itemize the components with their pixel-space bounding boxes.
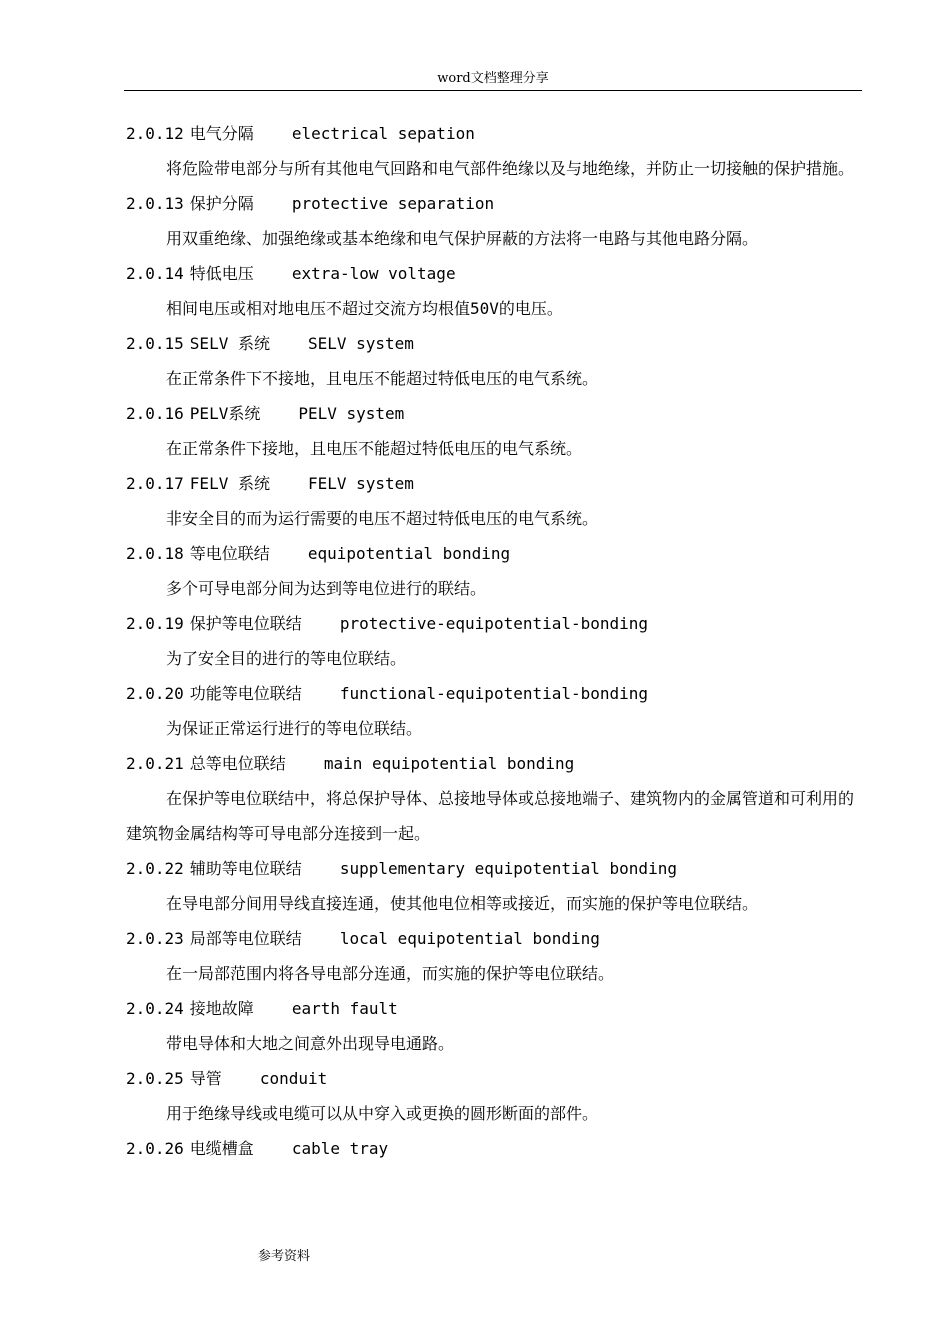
term-chinese: 接地故障 <box>189 999 254 1018</box>
term-number: 2.0.24 <box>126 999 184 1018</box>
term-english: local equipotential bonding <box>339 929 600 948</box>
term-heading <box>126 851 866 886</box>
term-english: functional-equipotential-bonding <box>339 684 649 703</box>
term-chinese: 功能等电位联结 <box>189 684 302 703</box>
term-english: cable tray <box>291 1139 389 1158</box>
term-chinese: PELV系统 <box>189 404 261 423</box>
term-english: electrical sepation <box>291 124 475 143</box>
term-definition: 用双重绝缘、加强绝缘或基本绝缘和电气保护屏蔽的方法将一电路与其他电路分隔。 <box>166 229 759 248</box>
term-definition: 用于绝缘导线或电缆可以从中穿入或更换的圆形断面的部件。 <box>166 1104 599 1123</box>
term-number: 2.0.21 <box>126 754 184 773</box>
term-chinese: FELV 系统 <box>189 474 270 493</box>
term-heading <box>126 1131 866 1166</box>
term-heading <box>126 921 866 956</box>
term-english: earth fault <box>291 999 398 1018</box>
term-definition: 在正常条件下不接地，且电压不能超过特低电压的电气系统。 <box>166 369 599 388</box>
term-heading <box>126 186 866 221</box>
term-heading <box>126 396 866 431</box>
term-heading <box>126 991 866 1026</box>
term-definition: 非安全目的而为运行需要的电压不超过特低电压的电气系统。 <box>166 509 599 528</box>
term-definition: 相间电压或相对地电压不超过交流方均根值50V的电压。 <box>166 299 563 318</box>
page-footer: 参考资料 <box>258 1249 311 1264</box>
term-chinese: 辅助等电位联结 <box>189 859 302 878</box>
term-number: 2.0.23 <box>126 929 184 948</box>
term-number: 2.0.26 <box>126 1139 184 1158</box>
term-chinese: 保护等电位联结 <box>189 614 302 633</box>
term-number: 2.0.13 <box>126 194 184 213</box>
page-header: word文档整理分享 <box>124 70 862 91</box>
term-chinese: 总等电位联结 <box>189 754 286 773</box>
term-english: FELV system <box>307 474 414 493</box>
term-number: 2.0.12 <box>126 124 184 143</box>
term-chinese: 电气分隔 <box>189 124 254 143</box>
term-english: protective-equipotential-bonding <box>339 614 649 633</box>
term-english: conduit <box>259 1069 328 1088</box>
term-number: 2.0.15 <box>126 334 184 353</box>
term-definition: 在一局部范围内将各导电部分连通，而实施的保护等电位联结。 <box>166 964 615 983</box>
term-chinese: SELV 系统 <box>189 334 270 353</box>
term-chinese: 电缆槽盒 <box>189 1139 254 1158</box>
term-definition: 在导电部分间用导线直接连通，使其他电位相等或接近，而实施的保护等电位联结。 <box>166 894 759 913</box>
term-definition: 为保证正常运行进行的等电位联结。 <box>166 719 423 738</box>
term-heading <box>126 466 866 501</box>
term-chinese: 局部等电位联结 <box>189 929 302 948</box>
term-number: 2.0.25 <box>126 1069 184 1088</box>
term-definition: 将危险带电部分与所有其他电气回路和电气部件绝缘以及与地绝缘，并防止一切接触的保护措施。 <box>166 159 855 178</box>
term-heading <box>126 116 866 151</box>
term-heading <box>126 256 866 291</box>
term-number: 2.0.20 <box>126 684 184 703</box>
term-english: equipotential bonding <box>307 544 511 563</box>
term-number: 2.0.17 <box>126 474 184 493</box>
term-definition: 在保护等电位联结中，将总保护导体、总接地导体或总接地端子、建筑物内的金属管道和可利用的建筑物金属结构等可导电部分连接到一起。 <box>126 789 855 843</box>
term-chinese: 保护分隔 <box>189 194 254 213</box>
term-english: extra-low voltage <box>291 264 456 283</box>
term-list <box>126 116 866 1166</box>
term-chinese: 等电位联结 <box>189 544 270 563</box>
term-english: SELV system <box>307 334 414 353</box>
term-english: PELV system <box>298 404 405 423</box>
term-heading <box>126 326 866 361</box>
term-heading <box>126 746 866 781</box>
term-english: main equipotential bonding <box>323 754 575 773</box>
term-number: 2.0.16 <box>126 404 184 423</box>
term-chinese: 特低电压 <box>189 264 254 283</box>
term-heading <box>126 1061 866 1096</box>
term-chinese: 导管 <box>189 1069 222 1088</box>
term-number: 2.0.19 <box>126 614 184 633</box>
term-heading <box>126 606 866 641</box>
term-number: 2.0.22 <box>126 859 184 878</box>
term-definition: 带电导体和大地之间意外出现导电通路。 <box>166 1034 455 1053</box>
term-heading <box>126 536 866 571</box>
term-definition: 为了安全目的进行的等电位联结。 <box>166 649 407 668</box>
term-heading <box>126 676 866 711</box>
term-english: supplementary equipotential bonding <box>339 859 677 878</box>
term-english: protective separation <box>291 194 495 213</box>
term-number: 2.0.18 <box>126 544 184 563</box>
term-definition: 在正常条件下接地，且电压不能超过特低电压的电气系统。 <box>166 439 583 458</box>
term-definition: 多个可导电部分间为达到等电位进行的联结。 <box>166 579 487 598</box>
term-number: 2.0.14 <box>126 264 184 283</box>
